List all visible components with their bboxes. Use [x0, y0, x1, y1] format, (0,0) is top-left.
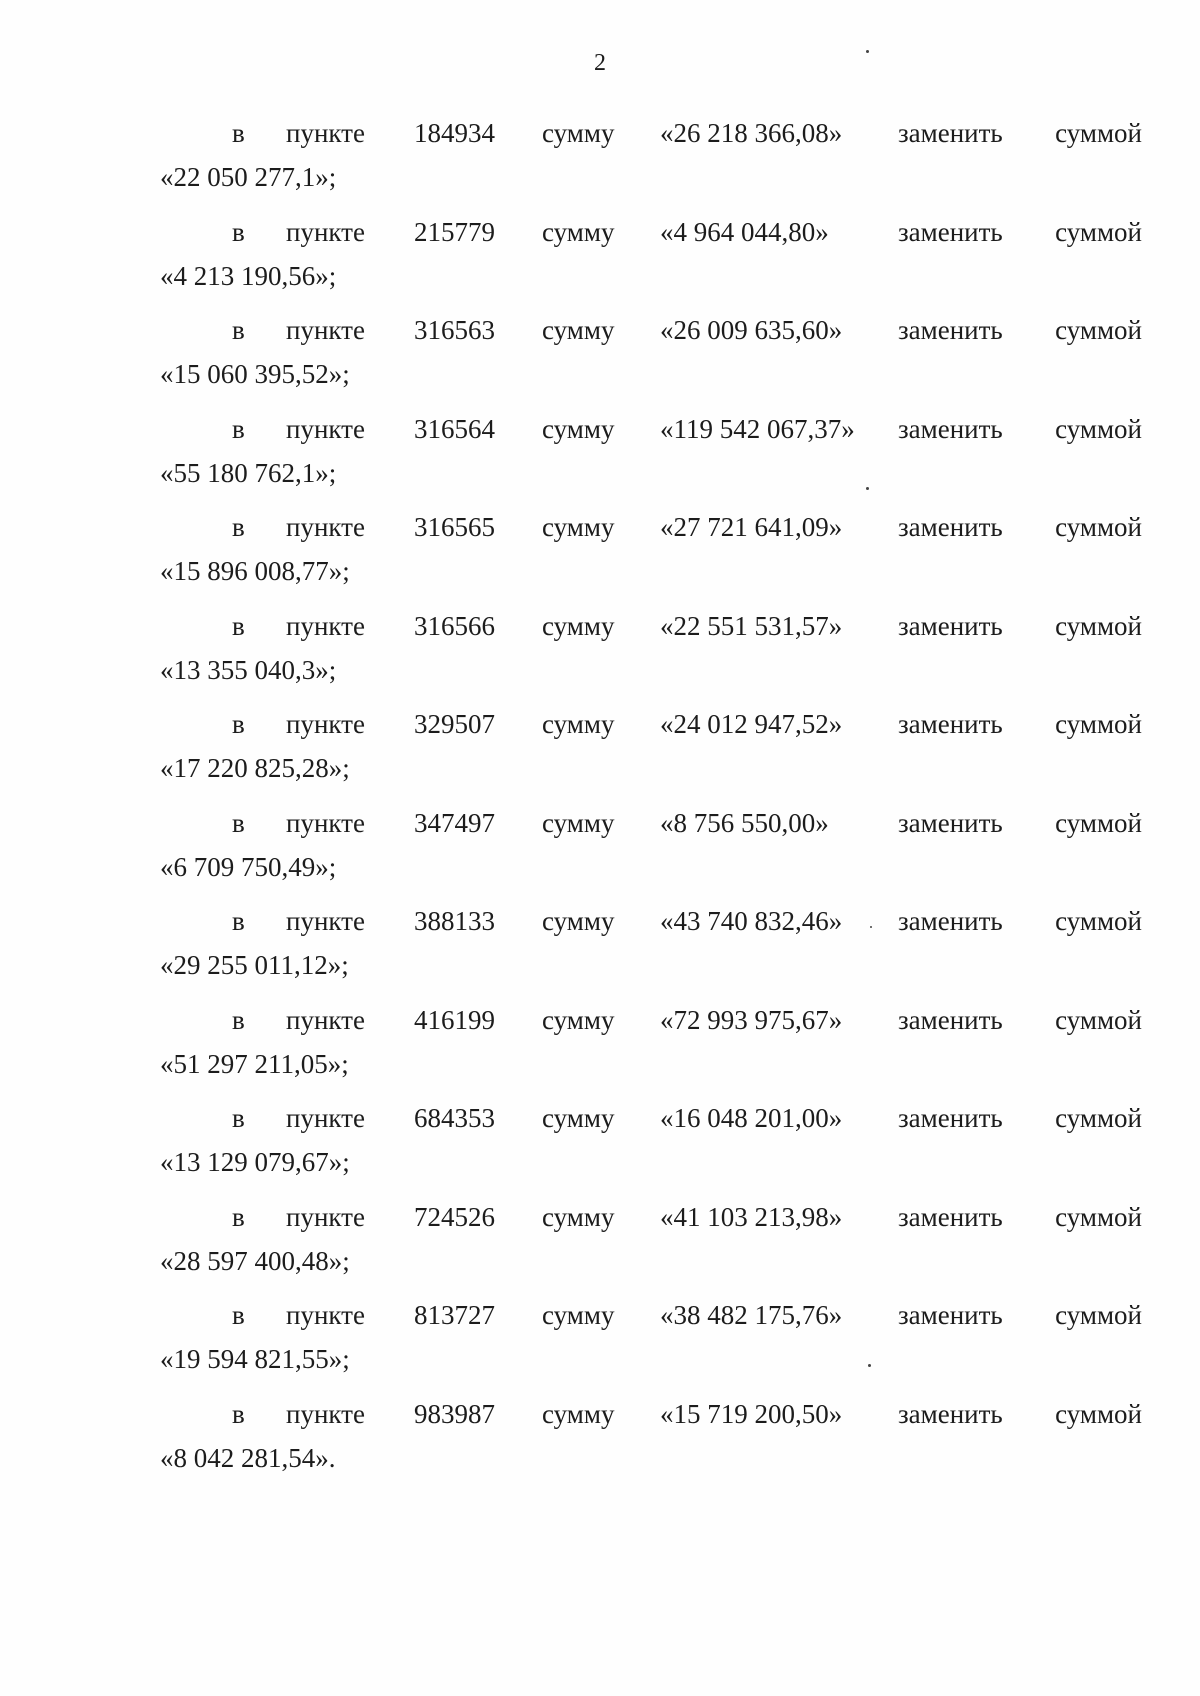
- preposition-word: в: [232, 413, 245, 444]
- preposition-word: в: [232, 610, 245, 641]
- point-word: пункте: [286, 906, 365, 936]
- amendment-entry: [0, 1292, 1200, 1391]
- amendment-line: [0, 209, 1200, 257]
- with-sum-word: суммой: [1055, 512, 1142, 542]
- amendment-entry: [0, 701, 1200, 800]
- amendment-entry: [0, 898, 1200, 997]
- new-sum: «15 896 008,77»;: [160, 556, 350, 586]
- old-sum: «8 756 550,00»: [660, 807, 829, 838]
- amendment-line: [0, 1292, 1200, 1340]
- point-word: пункте: [286, 1300, 365, 1330]
- amendment-line: [0, 1095, 1200, 1143]
- point-number: 215779: [414, 216, 495, 247]
- point-word: пункте: [286, 1201, 365, 1232]
- point-number: 316563: [414, 315, 495, 345]
- old-sum: «24 012 947,52»: [660, 709, 843, 739]
- sum-word: сумму: [542, 807, 615, 838]
- preposition-word: в: [232, 216, 245, 247]
- sum-word: сумму: [542, 1398, 615, 1429]
- old-sum: «26 009 635,60»: [660, 315, 843, 345]
- sum-word: сумму: [542, 1201, 615, 1232]
- page-number: 2: [594, 50, 606, 76]
- replace-word: заменить: [898, 1398, 1003, 1429]
- new-sum: «6 709 750,49»;: [160, 851, 337, 882]
- new-sum: «8 042 281,54».: [160, 1442, 336, 1473]
- point-number: 316566: [414, 610, 495, 641]
- replace-word: заменить: [898, 315, 1003, 345]
- with-sum-word: суммой: [1055, 1398, 1142, 1429]
- point-word: пункте: [286, 807, 365, 838]
- preposition-word: в: [232, 709, 245, 739]
- amendment-line: [0, 800, 1200, 848]
- point-number: 184934: [414, 118, 495, 148]
- sum-word: сумму: [542, 1103, 615, 1133]
- preposition-word: в: [232, 1103, 245, 1133]
- preposition-word: в: [232, 1300, 245, 1330]
- new-sum: «55 180 762,1»;: [160, 457, 337, 488]
- old-sum: «38 482 175,76»: [660, 1300, 843, 1330]
- old-sum: «119 542 067,37»: [660, 413, 855, 444]
- sum-word: сумму: [542, 413, 615, 444]
- old-sum: «41 103 213,98»: [660, 1201, 843, 1232]
- amendment-entry: [0, 1391, 1200, 1490]
- point-word: пункте: [286, 315, 365, 345]
- scan-speck: [866, 487, 869, 490]
- scan-speck: [870, 926, 872, 928]
- new-sum: «17 220 825,28»;: [160, 753, 350, 783]
- replace-word: заменить: [898, 1103, 1003, 1133]
- amendment-entry: [0, 1095, 1200, 1194]
- point-word: пункте: [286, 512, 365, 542]
- with-sum-word: суммой: [1055, 906, 1142, 936]
- point-number: 316565: [414, 512, 495, 542]
- new-sum: «19 594 821,55»;: [160, 1344, 350, 1374]
- old-sum: «16 048 201,00»: [660, 1103, 843, 1133]
- amendment-line: [0, 110, 1200, 158]
- preposition-word: в: [232, 1004, 245, 1035]
- point-word: пункте: [286, 610, 365, 641]
- replace-word: заменить: [898, 413, 1003, 444]
- point-word: пункте: [286, 709, 365, 739]
- sum-word: сумму: [542, 906, 615, 936]
- amendment-line: [0, 603, 1200, 651]
- amendment-line: [0, 307, 1200, 355]
- preposition-word: в: [232, 807, 245, 838]
- sum-word: сумму: [542, 216, 615, 247]
- new-sum: «29 255 011,12»;: [160, 950, 349, 980]
- replace-word: заменить: [898, 512, 1003, 542]
- new-sum: «28 597 400,48»;: [160, 1245, 350, 1276]
- preposition-word: в: [232, 1201, 245, 1232]
- sum-word: сумму: [542, 512, 615, 542]
- with-sum-word: суммой: [1055, 807, 1142, 838]
- with-sum-word: суммой: [1055, 1201, 1142, 1232]
- with-sum-word: суммой: [1055, 610, 1142, 641]
- new-sum: «13 355 040,3»;: [160, 654, 337, 685]
- replace-word: заменить: [898, 1300, 1003, 1330]
- point-number: 316564: [414, 413, 495, 444]
- with-sum-word: суммой: [1055, 315, 1142, 345]
- old-sum: «27 721 641,09»: [660, 512, 843, 542]
- point-word: пункте: [286, 413, 365, 444]
- point-word: пункте: [286, 1398, 365, 1429]
- amendment-entry: [0, 209, 1200, 308]
- point-number: 983987: [414, 1398, 495, 1429]
- with-sum-word: суммой: [1055, 1004, 1142, 1035]
- old-sum: «72 993 975,67»: [660, 1004, 843, 1035]
- preposition-word: в: [232, 118, 245, 148]
- point-number: 347497: [414, 807, 495, 838]
- point-number: 388133: [414, 906, 495, 936]
- with-sum-word: суммой: [1055, 413, 1142, 444]
- point-number: 416199: [414, 1004, 495, 1035]
- point-number: 813727: [414, 1300, 495, 1330]
- old-sum: «22 551 531,57»: [660, 610, 843, 641]
- with-sum-word: суммой: [1055, 216, 1142, 247]
- point-number: 684353: [414, 1103, 495, 1133]
- new-sum: «22 050 277,1»;: [160, 162, 337, 192]
- sum-word: сумму: [542, 610, 615, 641]
- amendment-line: [0, 701, 1200, 749]
- old-sum: «26 218 366,08»: [660, 118, 843, 148]
- point-word: пункте: [286, 118, 365, 148]
- replace-word: заменить: [898, 118, 1003, 148]
- old-sum: «15 719 200,50»: [660, 1398, 843, 1429]
- new-sum: «13 129 079,67»;: [160, 1147, 350, 1177]
- point-word: пункте: [286, 1004, 365, 1035]
- sum-word: сумму: [542, 1300, 615, 1330]
- point-word: пункте: [286, 216, 365, 247]
- preposition-word: в: [232, 315, 245, 345]
- with-sum-word: суммой: [1055, 1300, 1142, 1330]
- amendment-line: [0, 898, 1200, 946]
- with-sum-word: суммой: [1055, 1103, 1142, 1133]
- replace-word: заменить: [898, 807, 1003, 838]
- amendment-list: [0, 110, 1200, 1489]
- amendment-line: [0, 504, 1200, 552]
- amendment-line: [0, 406, 1200, 454]
- replace-word: заменить: [898, 906, 1003, 936]
- amendment-entry: [0, 800, 1200, 899]
- amendment-entry: [0, 504, 1200, 603]
- replace-word: заменить: [898, 709, 1003, 739]
- with-sum-word: суммой: [1055, 709, 1142, 739]
- amendment-entry: [0, 997, 1200, 1096]
- sum-word: сумму: [542, 118, 615, 148]
- new-sum: «51 297 211,05»;: [160, 1048, 349, 1079]
- amendment-line: [0, 997, 1200, 1045]
- preposition-word: в: [232, 906, 245, 936]
- old-sum: «43 740 832,46»: [660, 906, 843, 936]
- point-number: 329507: [414, 709, 495, 739]
- new-sum: «4 213 190,56»;: [160, 260, 337, 291]
- new-sum: «15 060 395,52»;: [160, 359, 350, 389]
- amendment-entry: [0, 406, 1200, 505]
- point-number: 724526: [414, 1201, 495, 1232]
- amendment-entry: [0, 110, 1200, 209]
- scan-speck: [866, 50, 869, 53]
- replace-word: заменить: [898, 1004, 1003, 1035]
- replace-word: заменить: [898, 610, 1003, 641]
- replace-word: заменить: [898, 1201, 1003, 1232]
- scan-speck: [868, 1364, 871, 1367]
- replace-word: заменить: [898, 216, 1003, 247]
- point-word: пункте: [286, 1103, 365, 1133]
- preposition-word: в: [232, 1398, 245, 1429]
- sum-word: сумму: [542, 709, 615, 739]
- old-sum: «4 964 044,80»: [660, 216, 829, 247]
- amendment-line: [0, 1194, 1200, 1242]
- amendment-entry: [0, 307, 1200, 406]
- sum-word: сумму: [542, 315, 615, 345]
- sum-word: сумму: [542, 1004, 615, 1035]
- amendment-line: [0, 1391, 1200, 1439]
- with-sum-word: суммой: [1055, 118, 1142, 148]
- amendment-entry: [0, 603, 1200, 702]
- amendment-entry: [0, 1194, 1200, 1293]
- preposition-word: в: [232, 512, 245, 542]
